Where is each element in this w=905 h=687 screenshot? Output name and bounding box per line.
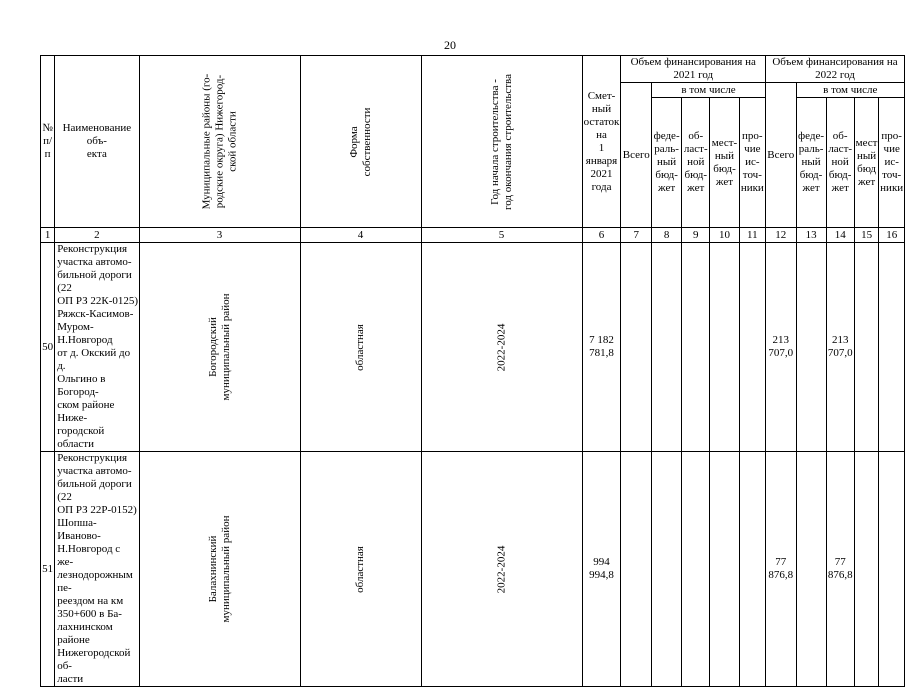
estimated-balance: 994 994,8 — [589, 556, 614, 581]
header-federal-2022 — [796, 98, 826, 228]
col-number: 4 — [300, 228, 421, 243]
header-federal-2021 — [652, 98, 682, 228]
header-ownership-text: Форма собственности — [347, 107, 373, 176]
col-number: 3 — [139, 228, 300, 243]
table-row — [41, 452, 905, 687]
col-number: 12 — [766, 228, 797, 243]
empty-cell — [710, 243, 739, 452]
empty-cell — [879, 243, 905, 452]
district-name: Балахнинский муниципальный район — [206, 515, 232, 623]
header-total-2021 — [621, 83, 652, 228]
empty-cell — [621, 243, 652, 452]
page-number: 20 — [444, 38, 456, 52]
header-balance-text: Смет- ный остаток на 1 января 2021 года — [583, 89, 620, 193]
header-local-2022 — [854, 98, 879, 228]
col-number: 2 — [55, 228, 139, 243]
empty-cell — [796, 243, 826, 452]
col-number: 1 — [41, 228, 55, 243]
header-years — [421, 56, 582, 228]
header-local-2021 — [710, 98, 739, 228]
header-local-2022-text: мест ный бюд жет — [855, 136, 878, 188]
row-number: 50 — [41, 243, 55, 452]
header-district — [139, 56, 300, 228]
ownership-form: областная — [354, 323, 367, 371]
object-name: Реконструкция участка автомо- бильной дороги (22 ОП РЗ 22К-0125) Ряжск-Касимов- Муром-Н.Новгород от д. Окский до д. Ольгино в Богород- ском районе Нижe- городской области — [57, 243, 139, 450]
header-district-text: Муниципальные районы (го- родские округа) Нижегород- ской области — [200, 73, 239, 210]
regional-2022-value: 77 876,8 — [827, 556, 853, 581]
empty-cell — [710, 452, 739, 687]
header-regional-2021-text: об- ласт- ной бюд- жет — [683, 130, 708, 194]
construction-years: 2022-2024 — [495, 323, 508, 371]
header-total-2022 — [766, 83, 797, 228]
header-regional-2021 — [682, 98, 710, 228]
header-years-text: Год начала строительства - год окончания строительства — [488, 73, 514, 210]
header-other-2022-text: про- чие ис- точ- ники — [880, 130, 904, 194]
total-2022-value: 213 707,0 — [768, 334, 794, 359]
column-number-row — [41, 228, 905, 243]
empty-cell — [739, 452, 765, 687]
ownership-form: областная — [354, 545, 367, 593]
header-regional-2022-text: об- ласт- ной бюд- жет — [828, 130, 853, 194]
header-local-2021-text: мест- ный бюд- жет — [711, 136, 738, 188]
header-balance — [582, 56, 621, 228]
empty-cell — [796, 452, 826, 687]
object-name: Реконструкция участка автомо- бильной дороги (22 ОП РЗ 22Р-0152) Шопша-Иваново- Н.Новгород с же- лезнодорожным пе- реездом на км 350+600 в Ба- лахнинском районе Нижегородской об- ласти — [57, 452, 137, 685]
header-fin2022 — [766, 56, 905, 83]
header-total-2022-text: Всего — [767, 148, 795, 161]
financing-table — [40, 55, 905, 687]
header-num — [41, 56, 55, 228]
empty-cell — [621, 452, 652, 687]
header-other-2021 — [739, 98, 765, 228]
header-fin2022-text: Объем финансирования на 2022 год — [772, 56, 898, 81]
empty-cell — [854, 243, 879, 452]
total-2022-value: 77 876,8 — [768, 556, 794, 581]
district-name: Богородский муниципальный район — [206, 293, 232, 401]
estimated-balance: 7 182 781,8 — [589, 334, 614, 359]
header-num-text: № п/п — [42, 122, 53, 160]
empty-cell — [854, 452, 879, 687]
header-other-2022 — [879, 98, 905, 228]
col-number: 7 — [621, 228, 652, 243]
col-number: 14 — [826, 228, 854, 243]
empty-cell — [682, 243, 710, 452]
construction-years: 2022-2024 — [495, 545, 508, 593]
header-fin2021 — [621, 56, 766, 83]
header-ownership — [300, 56, 421, 228]
empty-cell — [682, 452, 710, 687]
row-number: 51 — [41, 452, 55, 687]
col-number: 10 — [710, 228, 739, 243]
col-number: 6 — [582, 228, 621, 243]
header-other-2021-text: про- чие ис- точ- ники — [740, 130, 764, 194]
col-number: 9 — [682, 228, 710, 243]
empty-cell — [879, 452, 905, 687]
header-fin2021-text: Объем финансирования на 2021 год — [630, 56, 756, 81]
header-incl-2021-text: в том числе — [681, 83, 736, 96]
regional-2022-value: 213 707,0 — [827, 334, 853, 359]
col-number: 13 — [796, 228, 826, 243]
col-number: 8 — [652, 228, 682, 243]
header-incl-2021 — [652, 83, 766, 98]
col-number: 16 — [879, 228, 905, 243]
col-number: 5 — [421, 228, 582, 243]
header-federal-2022-text: феде- раль- ный бюд- жет — [798, 130, 825, 194]
col-number: 15 — [854, 228, 879, 243]
header-federal-2021-text: феде- раль- ный бюд- жет — [653, 130, 680, 194]
empty-cell — [652, 452, 682, 687]
header-regional-2022 — [826, 98, 854, 228]
header-incl-2022 — [796, 83, 904, 98]
header-name-text: Наименование объ- екта — [62, 122, 132, 160]
empty-cell — [739, 243, 765, 452]
header-name — [55, 56, 139, 228]
table-row — [41, 243, 905, 452]
header-incl-2022-text: в том числе — [823, 83, 878, 96]
col-number: 11 — [739, 228, 765, 243]
empty-cell — [652, 243, 682, 452]
header-total-2021-text: Всего — [622, 148, 650, 161]
